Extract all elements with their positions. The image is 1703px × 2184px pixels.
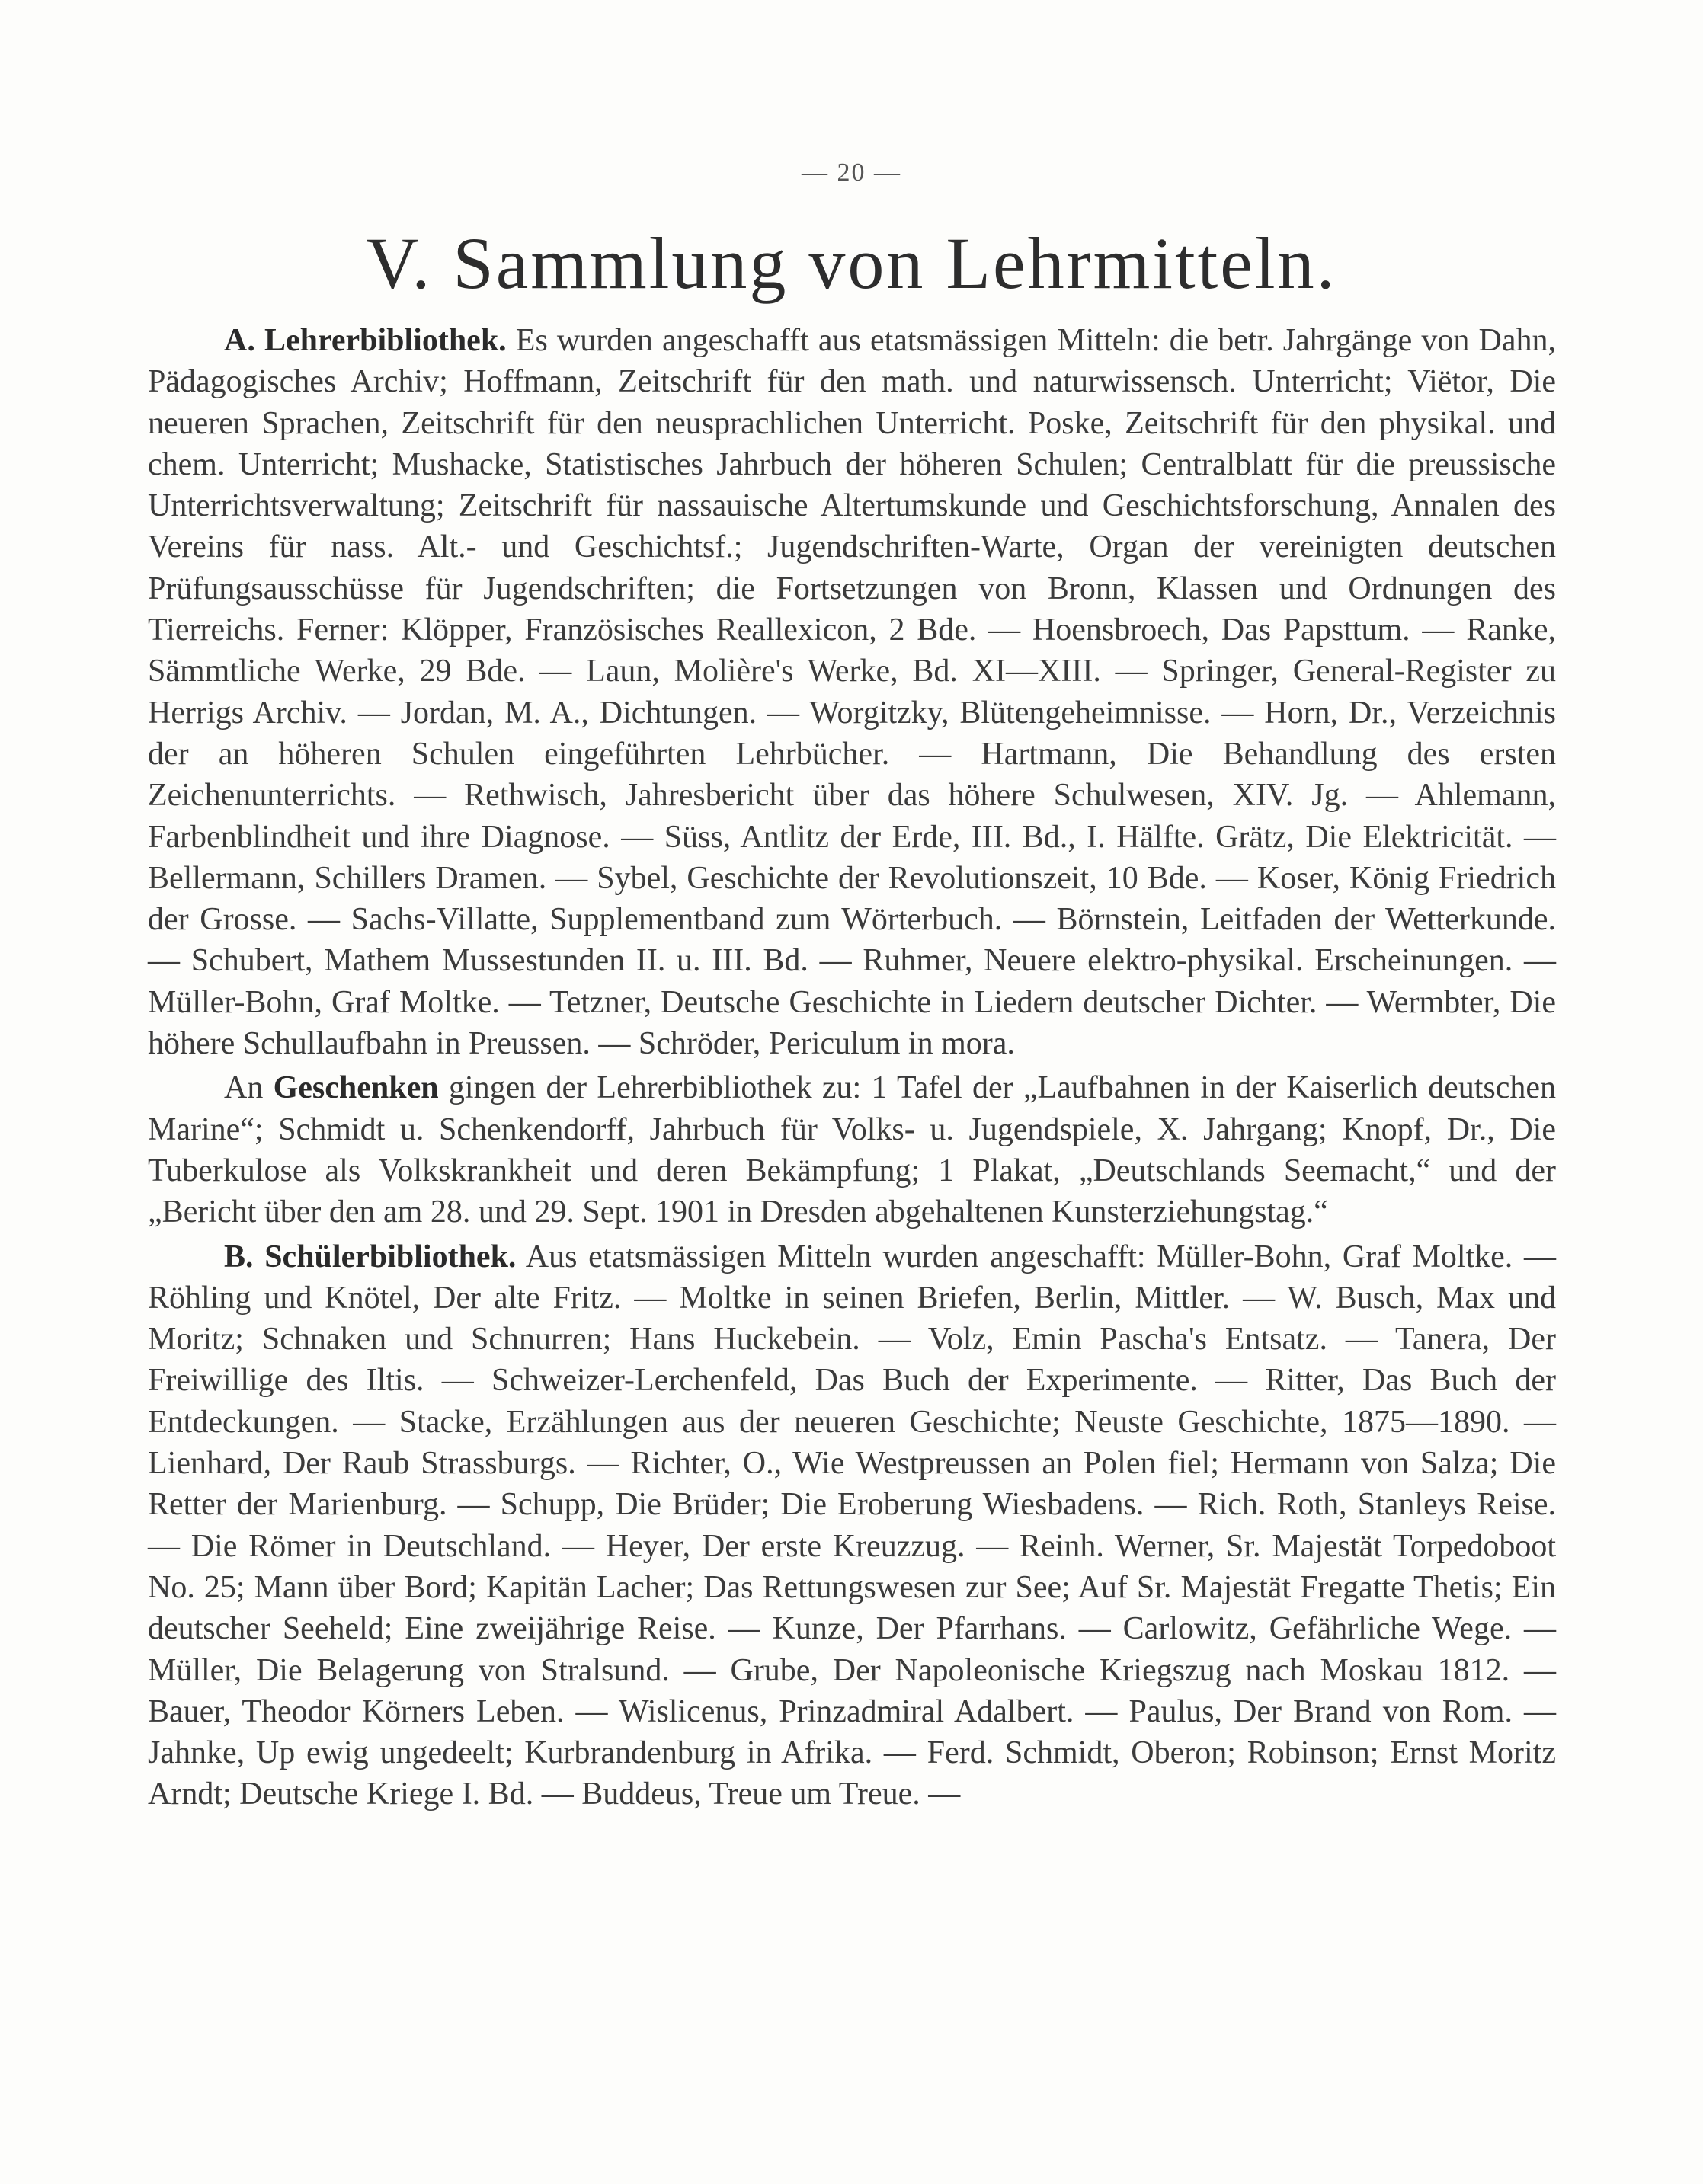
- page-title: V. Sammlung von Lehrmitteln.: [366, 222, 1337, 304]
- paragraph-lehrerbibliothek: [148, 320, 1556, 1064]
- section-label-a: A. Lehrerbibliothek.: [224, 323, 507, 358]
- paragraph-text-b: Aus etatsmässigen Mitteln wurden angeschafft: Müller-Bohn, Graf Moltke. — Röhling und Knötel, Der alte Fritz. — Moltke in seinen Briefen, Berlin, Mittler. — W. Busch, Max und Moritz; Schnaken und Schnurren; Hans Huckebein. — Volz, Emin Pascha's Entsatz. — Tanera, Der Freiwillige des Iltis. — Schweizer-Lerchenfeld, Das Buch der Experimente. — Ritter, Das Buch der Entdeckungen. — Stacke, Erzählungen aus der neueren Geschichte; Neuste Geschichte, 1875—1890. — Lienhard, Der Raub Strassburgs. — Richter, O., Wie Westpreussen an Polen fiel; Hermann von Salza; Die Retter der Marienburg. — Schupp, Die Brüder; Die Eroberung Wiesbadens. — Rich. Roth, Stanleys Reise. — Die Römer in Deutschland. — Heyer, Der erste Kreuzzug. — Reinh. Werner, Sr. Majestät Torpedoboot No. 25; Mann über Bord; Kapitän Lacher; Das Rettungswesen zur See; Auf Sr. Majestät Fregatte Thetis; Ein deutscher Seeheld; Eine zweijährige Reise. — Kunze, Der Pfarrhans. — Carlowitz, Gefährliche Wege. — Müller, Die Belagerung von Stralsund. — Grube, Der Napoleonische Kriegszug nach Moskau 1812. — Bauer, Theodor Körners Leben. — Wislicenus, Prinzadmiral Adalbert. — Paulus, Der Brand von Rom. — Jahnke, Up ewig ungedeelt; Kurbrandenburg in Afrika. — Ferd. Schmidt, Oberon; Robinson; Ernst Moritz Arndt; Deutsche Kriege I. Bd. — Buddeus, Treue um Treue. —: [148, 1239, 1556, 1812]
- page-number: — 20 —: [802, 158, 901, 187]
- paragraph-text-a: Es wurden angeschafft aus etatsmässigen Mitteln: die betr. Jahrgänge von Dahn, Pädagogisches Archiv; Hoffmann, Zeitschrift für den math. und naturwissensch. Unterricht; Viëtor, Die neueren Sprachen, Zeitschrift für den neusprachlichen Unterricht. Poske, Zeitschrift für den physikal. und chem. Unterricht; Mushacke, Statistisches Jahrbuch der höheren Schulen; Centralblatt für die preussische Unterrichtsverwaltung; Zeitschrift für nassauische Altertumskunde und Geschichtsforschung, Annalen des Vereins für nass. Alt.- und Geschichtsf.; Jugendschriften-Warte, Organ der vereinigten deutschen Prüfungsausschüsse für Jugendschriften; die Fortsetzungen von Bronn, Klassen und Ordnungen des Tierreichs. Ferner: Klöpper, Französisches Reallexicon, 2 Bde. — Hoensbroech, Das Papsttum. — Ranke, Sämmtliche Werke, 29 Bde. — Laun, Molière's Werke, Bd. XI—XIII. — Springer, General-Register zu Herrigs Archiv. — Jordan, M. A., Dichtungen. — Worgitzky, Blütengeheimnisse. — Horn, Dr., Verzeichnis der an höheren Schulen eingeführten Lehrbücher. — Hartmann, Die Behandlung des ersten Zeichenunterrichts. — Rethwisch, Jahresbericht über das höhere Schulwesen, XIV. Jg. — Ahlemann, Farbenblindheit und ihre Diagnose. — Süss, Antlitz der Erde, III. Bd., I. Hälfte. Grätz, Die Elektricität. — Bellermann, Schillers Dramen. — Sybel, Geschichte der Revolutionszeit, 10 Bde. — Koser, König Friedrich der Grosse. — Sachs-Villatte, Supplementband zum Wörterbuch. — Börnstein, Leitfaden der Wetterkunde. — Schubert, Mathem Mussestunden II. u. III. Bd. — Ruhmer, Neuere elektro-physikal. Erscheinungen. — Müller-Bohn, Graf Moltke. — Tetzner, Deutsche Geschichte in Liedern deutscher Dichter. — Wermbter, Die höhere Schullaufbahn in Preussen. — Schröder, Periculum in mora.: [148, 323, 1556, 1062]
- body-text: [148, 320, 1556, 1815]
- gifts-label: Geschenken: [273, 1070, 439, 1106]
- paragraph-text-gifts: gingen der Lehrerbibliothek zu: 1 Tafel der „Laufbahnen in der Kaiserlich deutschen Marine“; Schmidt u. Schenkendorff, Jahrbuch für Volks- u. Jugendspiele, X. Jahrgang; Knopf, Dr., Die Tuberkulose als Volkskrankheit und deren Bekämpfung; 1 Plakat, „Deutschlands Seemacht,“ und der „Bericht über den am 28. und 29. Sept. 1901 in Dresden abgehaltenen Kunsterziehungstag.“: [148, 1070, 1557, 1230]
- section-label-b: B. Schülerbibliothek.: [224, 1239, 517, 1274]
- paragraph-geschenke: [148, 1067, 1556, 1233]
- paragraph-schuelerbibliothek: [148, 1236, 1556, 1815]
- gifts-lead: An: [224, 1070, 264, 1106]
